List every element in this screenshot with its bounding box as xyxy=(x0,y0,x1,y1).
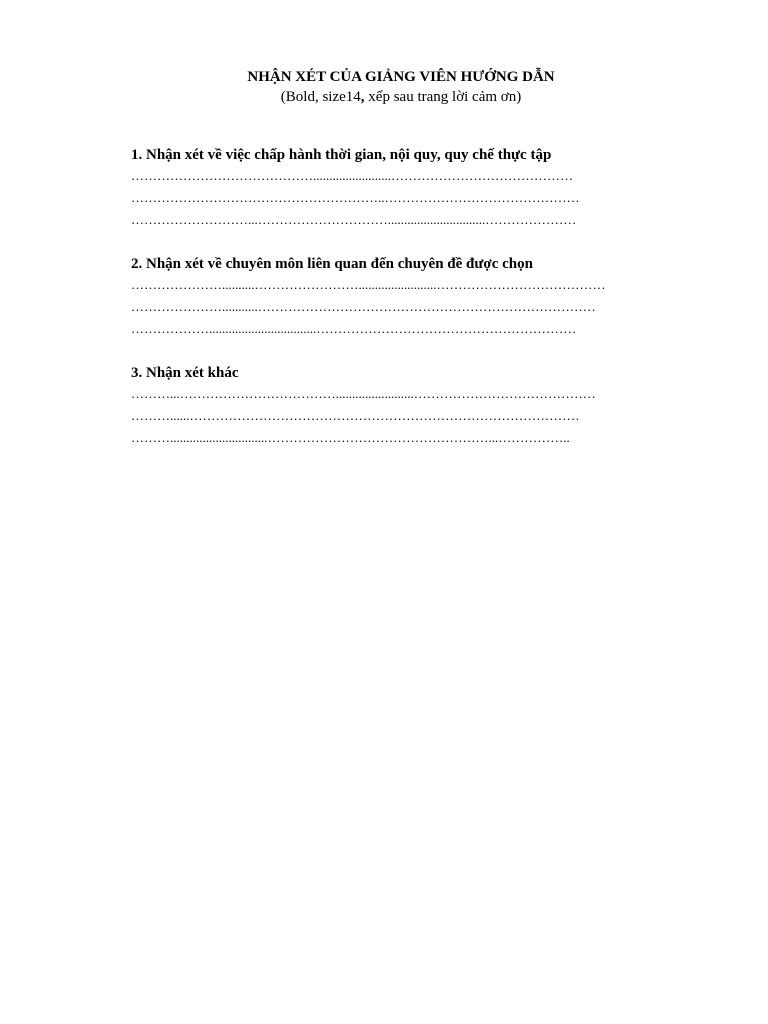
subtitle-comma: , xyxy=(360,89,365,105)
section-heading: 2. Nhận xét về chuyên môn liên quan đến chuyên đề được chọn xyxy=(131,256,533,272)
section-expertise xyxy=(131,254,696,340)
answer-line: ………..............................……………………………………………...…………….. xyxy=(131,430,570,445)
answer-line: …………………………………………………..……………………………………… xyxy=(131,190,580,205)
answer-line: …………………...........…………………………………………………………………… xyxy=(131,299,596,314)
section-heading: 1. Nhận xét về việc chấp hành thời gian, nội quy, quy chế thực tập xyxy=(131,147,552,163)
subtitle-text-part1: (Bold, size14 xyxy=(280,89,361,105)
answer-line: ……………….................................…………………………………………………… xyxy=(131,321,577,336)
answer-line: ………...………………………………........................…………………………………… xyxy=(131,386,596,401)
answer-line: ……………………………………........................…………………………………… xyxy=(131,168,573,183)
answer-line: …………………..........……………………........................………………………………… xyxy=(131,277,606,292)
subtitle-text-part2: xếp sau trang lời cảm ơn) xyxy=(364,89,522,105)
answer-line: ………......……………………………………………………………………………… xyxy=(131,408,580,423)
section-other-comments xyxy=(131,363,696,449)
section-time-compliance xyxy=(131,145,696,231)
document-title: NHẬN XÉT CỦA GIẢNG VIÊN HƯỚNG DẪN xyxy=(247,69,555,85)
answer-line: ………………………...…………………………..............................………………… xyxy=(131,212,577,227)
section-heading: 3. Nhận xét khác xyxy=(131,365,239,381)
document-subtitle xyxy=(0,87,768,107)
